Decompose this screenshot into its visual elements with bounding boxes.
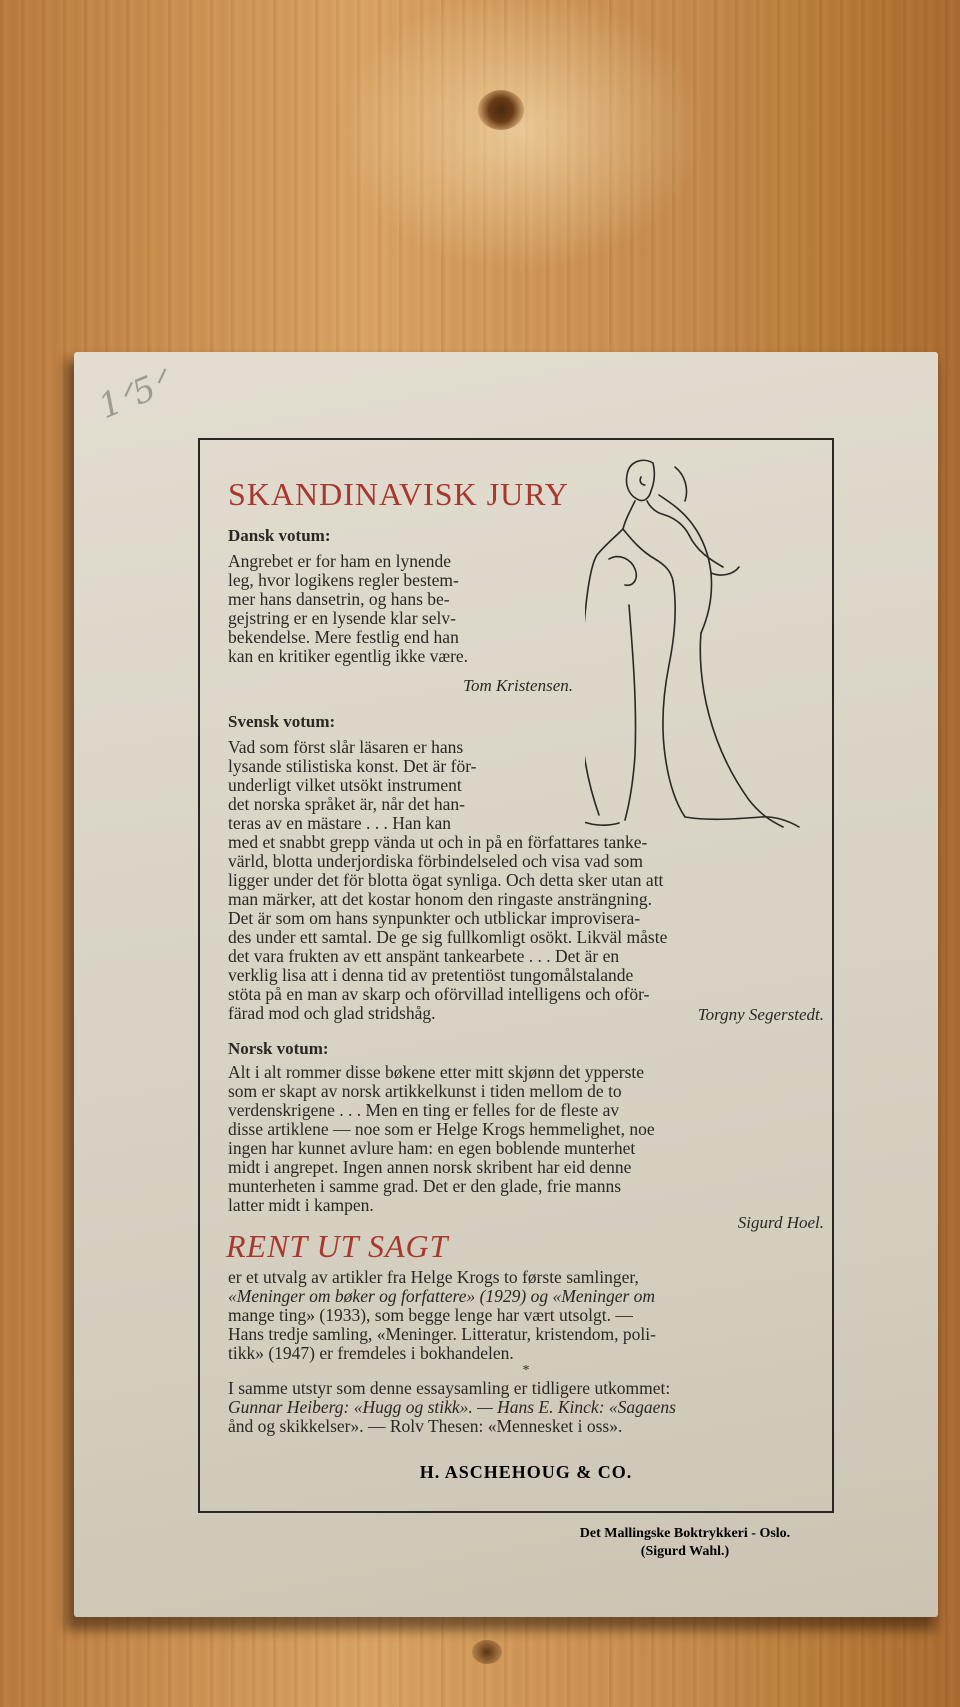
printer-line: (Sigurd Wahl.) <box>640 1544 730 1559</box>
svensk-heading: Svensk votum: <box>228 712 336 731</box>
norsk-signature: Sigurd Hoel. <box>737 1213 824 1232</box>
rent-line: Hans tredje samling, «Meninger. Litteratur, kristendom, poli- <box>228 1324 656 1344</box>
norsk-line: latter midt i kampen. <box>228 1195 374 1215</box>
norsk-line: munterheten i samme grad. Det er den glade, frie manns <box>228 1176 622 1196</box>
separator-star: * <box>522 1363 530 1378</box>
svensk-line: ligger under det för blotta ögat synliga. Och detta sker utan att <box>228 870 664 890</box>
norsk-line: verdenskrigene . . . Men en ting er felles for de fleste av <box>228 1100 620 1120</box>
svensk-line: lysande stilistiska konst. Det är för- <box>228 756 477 776</box>
svensk-line: underligt vilket utsökt instrument <box>228 775 462 795</box>
svensk-line: des under ett samtal. De ge sig fullkomligt osökt. Likväl måste <box>228 927 668 947</box>
series-line: I samme utstyr som denne essaysamling er tidligere utkommet: <box>228 1378 671 1398</box>
dansk-line: kan en kritiker egentlig ikke være. <box>228 646 469 666</box>
svensk-line: man märker, att det kostar honom den ringaste ansträngning. <box>228 889 653 909</box>
svensk-line: färad mod och glad stridshåg. <box>228 1003 436 1023</box>
svensk-signature: Torgny Segerstedt. <box>697 1005 824 1024</box>
svensk-line: teras av en mästare . . . Han kan <box>228 813 452 833</box>
svensk-line: med et snabbt grepp vända ut och in på en författares tanke- <box>228 832 648 852</box>
dansk-line: mer hans dansetrin, og hans be- <box>228 589 450 609</box>
pencil-note: 1ᐟ5ᐟ <box>93 362 175 428</box>
norsk-line: midt i angrepet. Ingen annen norsk skribent har eid denne <box>228 1157 632 1177</box>
rent-description <box>228 1268 824 1436</box>
svensk-section <box>228 712 824 1025</box>
rent-line: tikk» (1947) er fremdeles i bokhandelen. <box>228 1343 514 1363</box>
rent-line: mange ting» (1933), som begge lenge har vært utsolgt. — <box>228 1305 633 1325</box>
dansk-line: leg, hvor logikens regler bestem- <box>228 570 459 590</box>
dansk-line: bekendelse. Mere festlig end han <box>228 627 459 647</box>
svensk-line: Vad som först slår läsaren er hans <box>228 737 464 757</box>
svensk-line: verklig lisa att i denna tid av pretentiöst tungomålstalande <box>228 965 634 985</box>
rent-line: er et utvalg av artikler fra Helge Krogs to første samlinger, <box>228 1267 639 1287</box>
wood-knot-small <box>472 1640 502 1664</box>
wood-knot <box>478 90 524 130</box>
printer-line: Det Mallingske Boktrykkeri - Oslo. <box>579 1526 791 1541</box>
dansk-line: Angrebet er for ham en lynende <box>228 551 452 571</box>
norsk-section <box>228 1039 824 1233</box>
series-line: Gunnar Heiberg: «Hugg og stikk». — Hans E. Kinck: «Sagaens <box>228 1397 676 1417</box>
norsk-line: Alt i alt rommer disse bøkene etter mitt skjønn det ypperste <box>228 1062 645 1082</box>
norsk-line: ingen har kunnet avlure ham: en egen boblende munterhet <box>228 1138 636 1158</box>
series-line: ånd og skikkelser». — Rolv Thesen: «Mennesket i oss». <box>228 1416 623 1436</box>
norsk-heading: Norsk votum: <box>228 1039 329 1058</box>
svensk-line: det vara frukten av ett anspänt tankearbete . . . Det är en <box>228 946 620 966</box>
svensk-line: det norska språket är, når det han- <box>228 794 465 814</box>
publisher-name: H. ASCHEHOUG & CO. <box>419 1462 633 1482</box>
rent-ut-sagt-title: RENT UT SAGT <box>226 1228 449 1264</box>
norsk-line: disse artiklene — noe som er Helge Krogs hemmelighet, noe <box>228 1119 655 1139</box>
jury-title: SKANDINAVISK JURY <box>228 476 569 512</box>
dansk-signature: Tom Kristensen. <box>463 676 573 695</box>
dansk-section <box>228 526 573 696</box>
svensk-line: Det är som om hans synpunkter och utblickar improvisera- <box>228 908 641 928</box>
dansk-line: gejstring er en lysende klar selv- <box>228 608 456 628</box>
norsk-line: som er skapt av norsk artikkelkunst i tiden mellom de to <box>228 1081 622 1101</box>
svensk-line: värld, blotta underjordiska förbindelseled och visa vad som <box>228 851 644 871</box>
svensk-line: stöta på en man av skarp och oförvillad intelligens och oför- <box>228 984 650 1004</box>
printer-credit <box>520 1525 850 1561</box>
dansk-heading: Dansk votum: <box>228 526 331 545</box>
rent-line: «Meninger om bøker og forfattere» (1929) og «Meninger om <box>228 1286 656 1306</box>
